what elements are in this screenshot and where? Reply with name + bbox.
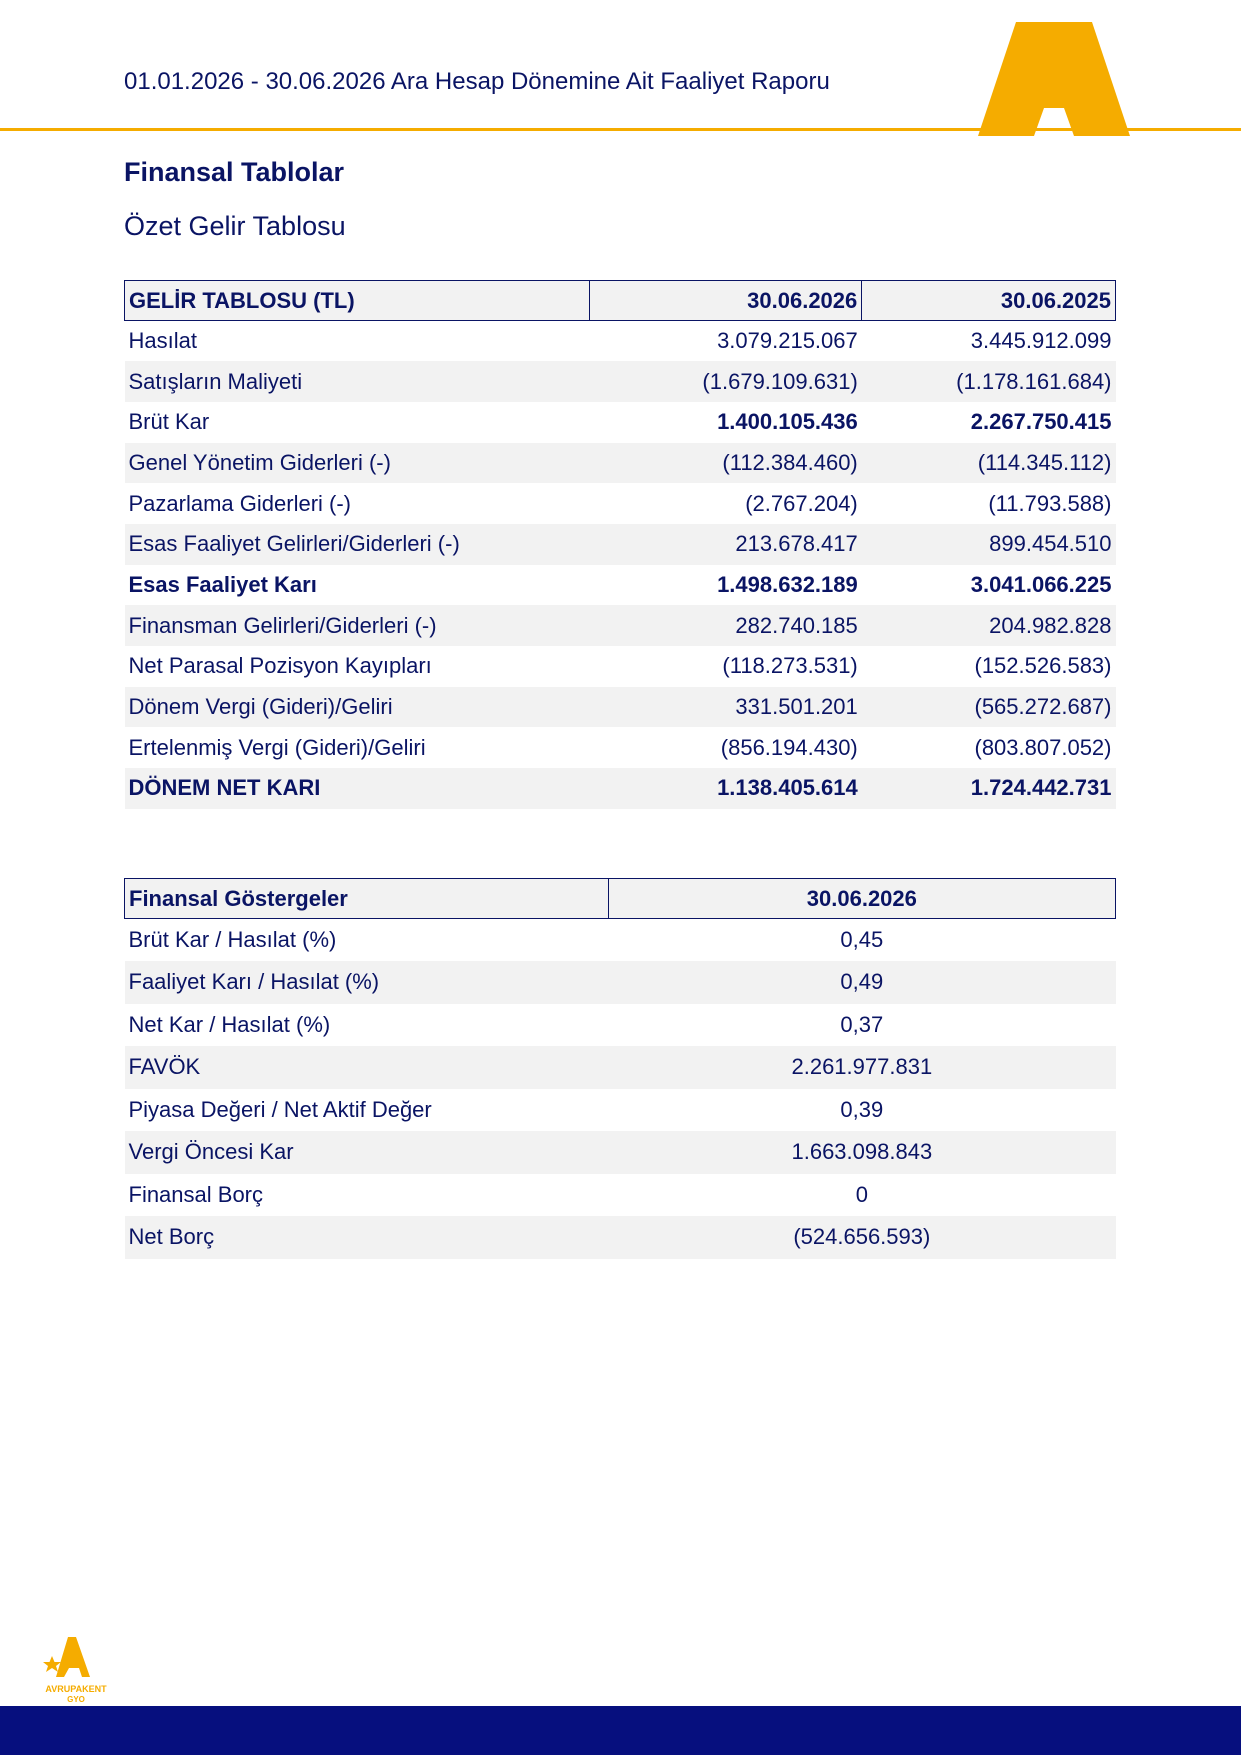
table-row [125, 1046, 1116, 1089]
table-row [125, 524, 1116, 565]
value-2026: (112.384.460) [589, 443, 862, 484]
column-header-2026: 30.06.2026 [608, 879, 1115, 919]
report-period-title: 01.01.2026 - 30.06.2026 Ara Hesap Dönemine Ait Faaliyet Raporu [124, 68, 830, 95]
value-2025: 204.982.828 [862, 605, 1116, 646]
row-value: 0,45 [840, 927, 884, 952]
value-2025: (1.178.161.684) [862, 361, 1116, 402]
column-header-2025: 30.06.2025 [862, 281, 1116, 321]
row-label: Net Borç [125, 1216, 609, 1259]
income-statement-table [124, 280, 1116, 809]
svg-text:GYO: GYO [67, 1695, 85, 1704]
row-value: 1.663.098.843 [608, 1131, 1115, 1174]
row-label: Satışların Maliyeti [125, 361, 590, 402]
value-2025: 899.454.510 [862, 524, 1116, 565]
table-row [125, 565, 1116, 606]
value-2025: (11.793.588) [988, 490, 1112, 516]
row-label: Pazarlama Giderleri (-) [128, 490, 351, 516]
value-2026: 1.138.405.614 [589, 768, 862, 809]
svg-text:AVRUPAKENT: AVRUPAKENT [45, 1684, 107, 1694]
table-header-row [125, 281, 1116, 321]
section-title: Finansal Tablolar [124, 157, 345, 187]
table-row [125, 1131, 1116, 1174]
value-2025: (152.526.583) [974, 653, 1112, 679]
value-2026: (118.273.531) [722, 653, 858, 679]
value-2025: 3.445.912.099 [970, 328, 1112, 354]
row-label: Hasılat [128, 328, 197, 354]
value-2026: (856.194.430) [720, 734, 858, 760]
table-row [125, 1004, 1116, 1047]
table-row [125, 961, 1116, 1004]
value-2026: 282.740.185 [589, 605, 862, 646]
value-2026: 331.501.201 [589, 687, 862, 728]
table-row [125, 321, 1116, 362]
value-2026: 213.678.417 [589, 524, 862, 565]
table-row [125, 361, 1116, 402]
table-row [125, 1089, 1116, 1132]
row-label: Brüt Kar / Hasılat (%) [128, 927, 337, 952]
row-value: 0,39 [840, 1096, 884, 1122]
table-row [125, 443, 1116, 484]
value-2026: (1.679.109.631) [589, 361, 862, 402]
value-2025: (114.345.112) [862, 443, 1116, 484]
table-row [125, 605, 1116, 646]
column-header-label: GELİR TABLOSU (TL) [125, 281, 590, 321]
row-label: Faaliyet Karı / Hasılat (%) [125, 961, 609, 1004]
value-2025: 3.041.066.225 [970, 571, 1112, 597]
table-header-row [125, 879, 1116, 919]
table-row [125, 1216, 1116, 1259]
value-2026: 1.400.105.436 [717, 409, 858, 435]
value-2026: 3.079.215.067 [717, 328, 858, 354]
avrupakent-logo-mark [978, 22, 1130, 136]
row-label: Esas Faaliyet Karı [128, 571, 317, 597]
column-header-label: Finansal Göstergeler [125, 879, 609, 919]
table-row [125, 402, 1116, 443]
table-row [125, 727, 1116, 768]
row-label: Vergi Öncesi Kar [125, 1131, 609, 1174]
table-row [125, 1174, 1116, 1217]
financial-indicators-table [124, 878, 1116, 1259]
section-subtitle: Özet Gelir Tablosu [124, 211, 346, 241]
row-label: Finansal Borç [128, 1181, 264, 1207]
row-label: DÖNEM NET KARI [125, 768, 590, 809]
value-2025: (565.272.687) [862, 687, 1116, 728]
row-label: Piyasa Değeri / Net Aktif Değer [128, 1096, 432, 1122]
row-label: Genel Yönetim Giderleri (-) [125, 443, 590, 484]
table-row [125, 919, 1116, 962]
header-divider [0, 128, 1241, 131]
value-2026: (2.767.204) [745, 490, 858, 516]
row-label: FAVÖK [125, 1046, 609, 1089]
row-value: (524.656.593) [608, 1216, 1115, 1259]
row-label: Dönem Vergi (Gideri)/Geliri [125, 687, 590, 728]
row-value: 0 [855, 1181, 868, 1207]
table-row [125, 768, 1116, 809]
row-label: Brüt Kar [128, 409, 210, 435]
value-2025: 2.267.750.415 [970, 409, 1112, 435]
table-row [125, 483, 1116, 524]
row-value: 0,49 [608, 961, 1115, 1004]
row-value: 2.261.977.831 [608, 1046, 1115, 1089]
value-2026: 1.498.632.189 [717, 571, 858, 597]
row-value: 0,37 [840, 1011, 884, 1037]
row-label: Net Kar / Hasılat (%) [128, 1011, 331, 1037]
row-label: Finansman Gelirleri/Giderleri (-) [125, 605, 590, 646]
value-2025: (803.807.052) [974, 734, 1112, 760]
value-2025: 1.724.442.731 [862, 768, 1116, 809]
row-label: Ertelenmiş Vergi (Gideri)/Geliri [128, 734, 426, 760]
table-row [125, 646, 1116, 687]
table-row [125, 687, 1116, 728]
avrupakent-footer-logo [38, 1634, 114, 1706]
row-label: Esas Faaliyet Gelirleri/Giderleri (-) [125, 524, 590, 565]
row-label: Net Parasal Pozisyon Kayıpları [128, 653, 432, 679]
column-header-2026: 30.06.2026 [589, 281, 862, 321]
footer-bar [0, 1706, 1241, 1755]
